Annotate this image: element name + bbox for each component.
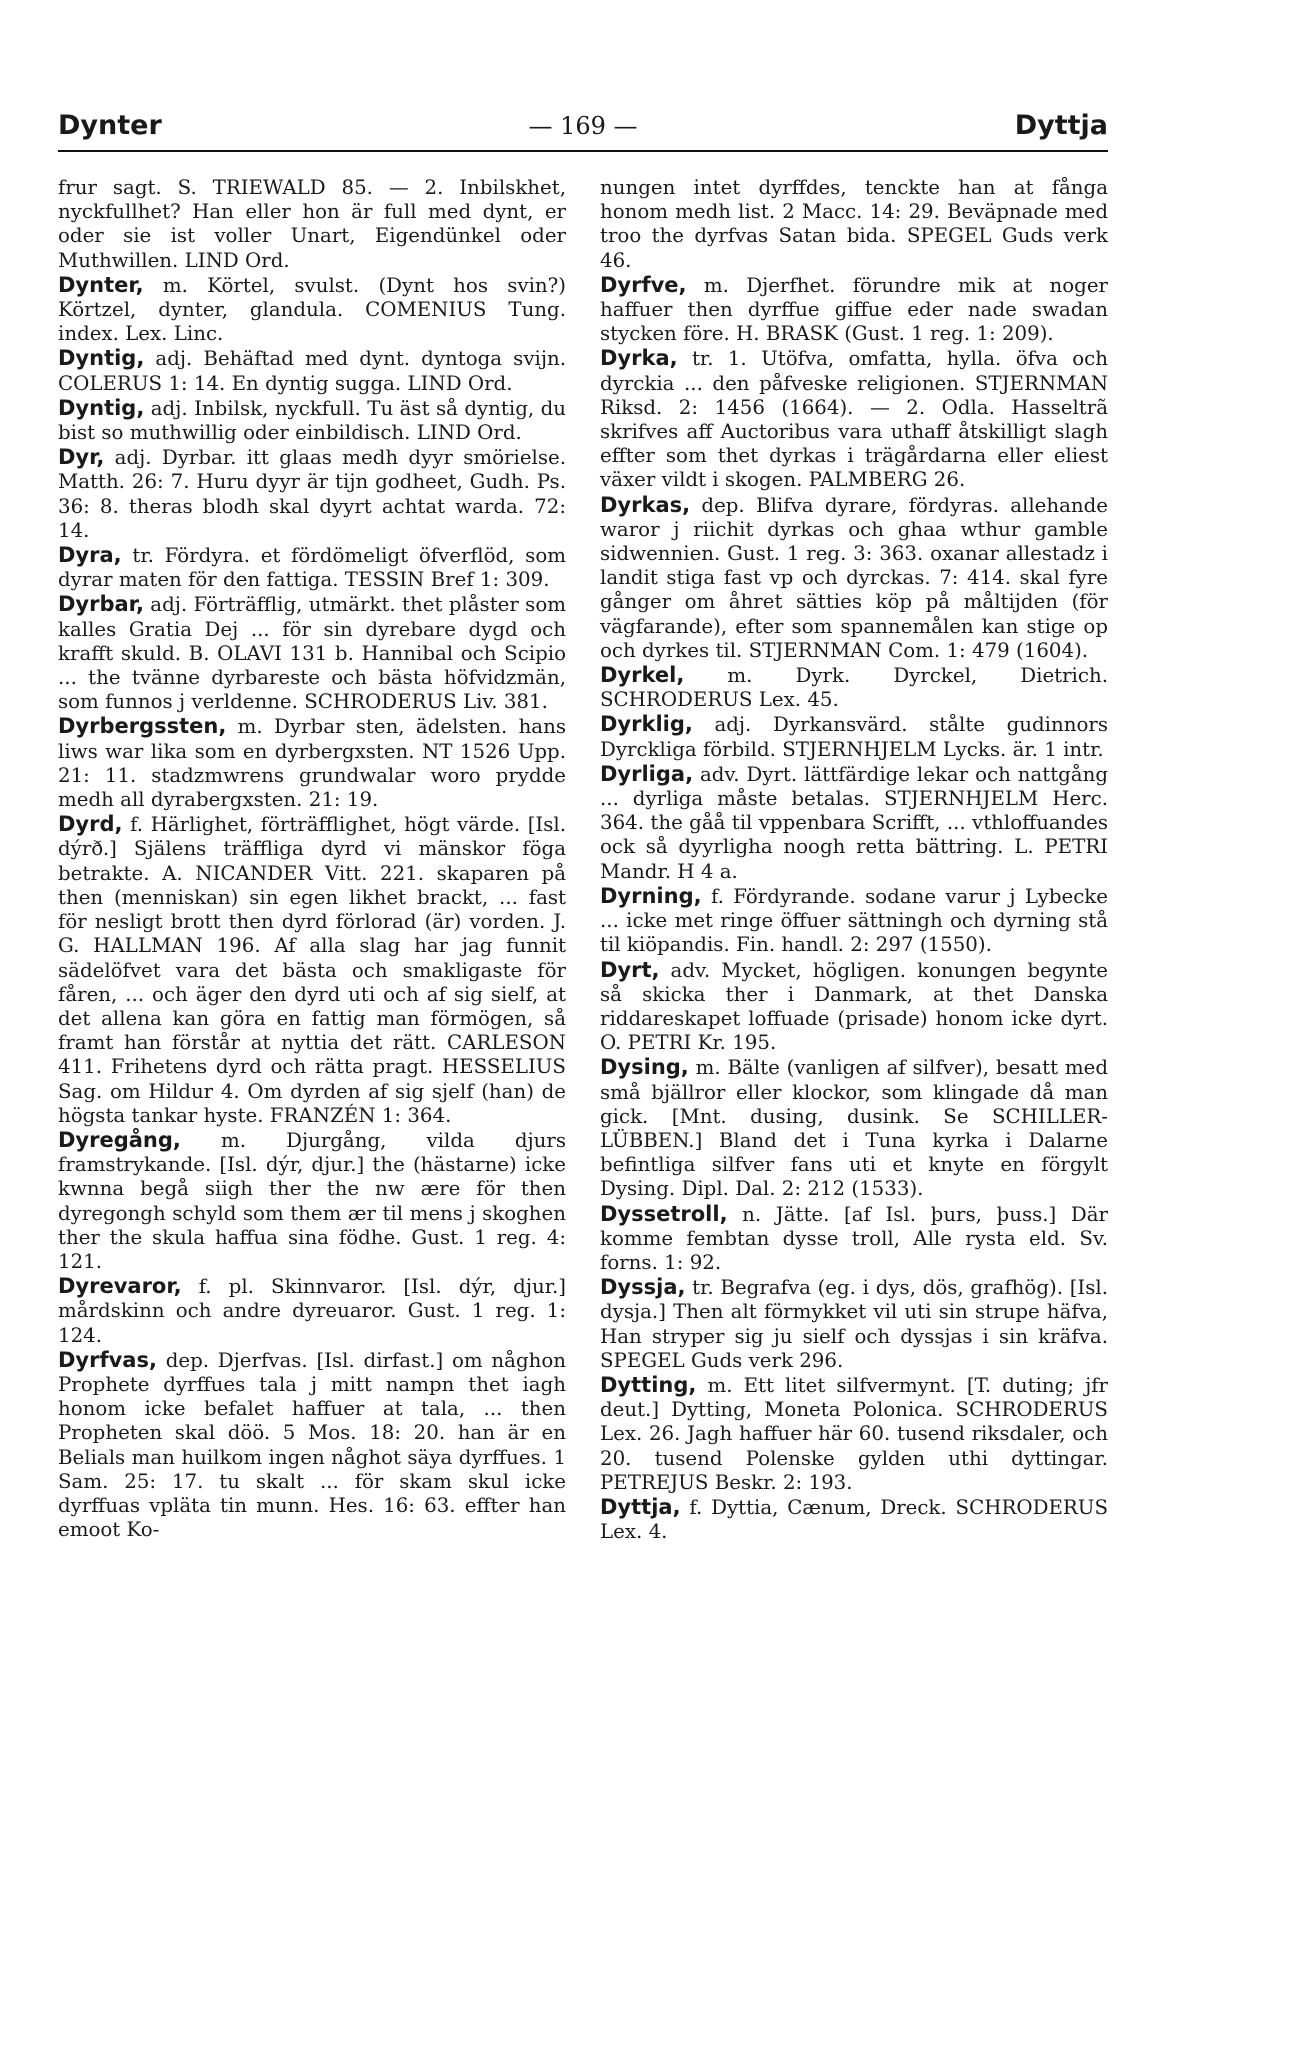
right-column bbox=[600, 176, 1108, 1544]
entry-headword: Dyra, bbox=[58, 543, 122, 568]
dictionary-entry bbox=[600, 176, 1108, 273]
entry-text: frur sagt. S. TRIEWALD 85. — 2. Inbilskhet, nyckfullhet? Han eller hon är full med dynt, er oder sie ist voller Unart, Eigendünkel oder Muthwillen. LIND Ord. bbox=[58, 176, 566, 272]
entry-headword: Dyntig, bbox=[58, 395, 145, 420]
entry-headword: Dyrka, bbox=[600, 346, 678, 371]
dictionary-entry bbox=[600, 1275, 1108, 1373]
entry-text: adv. Dyrt. lättfärdige lekar och nattgång ... dyrliga måste betalas. STJERNHJELM Herc. 364. the gåå til vppenbara Scrifft, ... vthloffuandes ock så dyyrligha noogh retta bättring. L. PETRI Mandr. H 4 a. bbox=[600, 762, 1108, 883]
entry-text: dep. Djerfvas. [Isl. dirfast.] om någhon Prophete dyrffues tala j mitt nampn thet iagh honom icke befalet haffuer at tala, ... then Propheten skal döö. 5 Mos. 18: 20. han är en Belials man huilkom ingen någhot säya dyrffues. 1 Sam. 25: 17. tu skalt ... för skam skul icke dyrffuas vpläta tin munn. Hes. 16: 63. effter han emoot Ko- bbox=[58, 1348, 566, 1542]
entry-text: adv. Mycket, högligen. konungen begynte så skicka ther i Danmark, at thet Danska riddareskapet loffuade (prisade) honom icke dyrt. O. PETRI Kr. 195. bbox=[600, 958, 1108, 1055]
entry-text: adj. Förträfflig, utmärkt. thet plåster som kalles Gratia Dej ... för sin dyrebare dygd och krafft skuld. B. OLAVI 131 b. Hannibal och Scipio ... the tvänne dyrbareste och bästa höfvidzmän, som funnos j verldenne. SCHRODERUS Liv. 381. bbox=[58, 593, 566, 714]
dictionary-entry bbox=[58, 1274, 566, 1348]
left-column bbox=[58, 176, 566, 1542]
entry-text: adj. Behäftad med dynt. dyntoga svijn. COLERUS 1: 14. En dyntig sugga. LIND Ord. bbox=[58, 347, 566, 395]
dictionary-entry bbox=[600, 712, 1108, 761]
dictionary-entry bbox=[58, 543, 566, 592]
entry-text: tr. Begrafva (eg. i dys, dös, grafhög). [Isl. dysja.] Then alt förmykket vil uti sin strupe häfva, Han stryper sig ju sielf och dyssjas i sin kräfva. SPEGEL Guds verk 296. bbox=[600, 1276, 1108, 1372]
dictionary-entry bbox=[600, 663, 1108, 712]
entry-headword: Dyr, bbox=[58, 445, 105, 470]
entry-text: m. Bälte (vanligen af silfver), besatt med små bjällror eller klockor, som klingade då man gick. [Mnt. dusing, dusink. Se SCHILLER-LÜBBEN.] Bland det i Tuna kyrka i Dalarne befintliga silfver fans uti et knyte en förgylt Dysing. Dipl. Dal. 2: 212 (1533). bbox=[600, 1056, 1108, 1201]
left-running-head: Dynter bbox=[58, 110, 162, 141]
entry-headword: Dyrfve, bbox=[600, 272, 687, 297]
entry-headword: Dysing, bbox=[600, 1055, 689, 1080]
entry-headword: Dyregång, bbox=[58, 1127, 181, 1152]
entry-headword: Dyrt, bbox=[600, 957, 660, 982]
dictionary-entry bbox=[58, 812, 566, 1128]
entry-headword: Dyssja, bbox=[600, 1275, 686, 1300]
entry-text: f. pl. Skinnvaror. [Isl. dýr, djur.] mårdskinn och andre dyreuaror. Gust. 1 reg. 1: 124. bbox=[58, 1275, 566, 1347]
entry-text: m. Djerfhet. förundre mik at noger haffuer then dyrffue giffue eder nade swadan stycken före. H. BRASK (Gust. 1 reg. 1: 209). bbox=[600, 273, 1108, 346]
entry-headword: Dyrbergssten, bbox=[58, 714, 227, 739]
entry-text: dep. Blifva dyrare, fördyras. allehande waror j riichit dyrkas och ghaa wthur gamble sidwennien. Gust. 1 reg. 3: 363. oxanar allestadz i landit stiga fast vp och dyrckas. 7: 414. skal fyre gånger om åhret sätties köp på måltijden (för vägfarande), efter som spannemålen kan stige op och dyrkes til. STJERNMAN Com. 1: 479 (1604). bbox=[600, 493, 1108, 662]
dictionary-entry bbox=[600, 1373, 1108, 1495]
dictionary-entry bbox=[58, 396, 566, 445]
right-running-head: Dyttja bbox=[1014, 110, 1108, 141]
entry-headword: Dyrning, bbox=[600, 883, 702, 908]
entry-headword: Dyntig, bbox=[58, 346, 145, 371]
dictionary-entry bbox=[600, 1202, 1108, 1276]
dictionary-entry bbox=[600, 493, 1108, 663]
dictionary-entry bbox=[58, 1348, 566, 1543]
entry-text: adj. Dyrbar. itt glaas medh dyyr smörielse. Matth. 26: 7. Huru dyyr är tijn godheet, Gudh. Ps. 36: 8. theras blodh skal dyyrt achtat warda. 72: 14. bbox=[58, 446, 566, 542]
entry-text: tr. Fördyra. et fördömeligt öfverflöd, som dyrar maten för den fattiga. TESSIN Bref 1: 309. bbox=[58, 544, 566, 592]
entry-headword: Dyrd, bbox=[58, 812, 123, 837]
entry-headword: Dyrfvas, bbox=[58, 1347, 157, 1372]
page-number: — 169 — bbox=[528, 112, 638, 140]
dictionary-entry bbox=[58, 714, 566, 812]
entry-text: m. Dyrbar sten, ädelsten. hans liws war lika som en dyrbergxsten. NT 1526 Upp. 21: 11. stadzmwrens grundwalar woro prydde medh all dyrabergxsten. 21: 19. bbox=[58, 715, 566, 812]
entry-headword: Dyrkas, bbox=[600, 492, 691, 517]
dictionary-entry bbox=[600, 1495, 1108, 1544]
entry-headword: Dytting, bbox=[600, 1372, 697, 1397]
dictionary-entry bbox=[600, 762, 1108, 884]
dictionary-entry bbox=[600, 346, 1108, 492]
header-rule bbox=[58, 150, 1108, 152]
dictionary-entry bbox=[600, 273, 1108, 347]
entry-headword: Dyrevaror, bbox=[58, 1274, 182, 1299]
entry-headword: Dyrklig, bbox=[600, 712, 693, 737]
entry-text: adj. Inbilsk, nyckfull. Tu äst så dyntig, du bist so muthwillig oder einbildisch. LIND Ord. bbox=[58, 396, 566, 445]
dictionary-entry bbox=[58, 1128, 566, 1274]
entry-text: adj. Dyrkansvärd. stålte gudinnors Dyrckliga förbild. STJERNHJELM Lycks. är. 1 intr. bbox=[600, 713, 1108, 761]
entry-text: tr. 1. Utöfva, omfatta, hylla. öfva och dyrckia ... den påfveske religionen. STJERNMAN Riksd. 2: 1456 (1664). — 2. Odla. Hasseltrã skrifves aff Auctoribus vara uthaff åtskilligt slagh effter som thet dyrkas i trägårdarna eller eliest växer vildt i skogen. PALMBERG 26. bbox=[600, 347, 1108, 492]
entry-text: m. Körtel, svulst. (Dynt hos svin?) Körtzel, dynter, glandula. COMENIUS Tung. index. Lex. Linc. bbox=[58, 273, 566, 346]
dictionary-entry bbox=[58, 273, 566, 347]
dictionary-entry bbox=[600, 958, 1108, 1056]
entry-headword: Dynter, bbox=[58, 272, 144, 297]
entry-headword: Dyssetroll, bbox=[600, 1201, 728, 1226]
entry-text: m. Dyrk. Dyrckel, Dietrich. SCHRODERUS Lex. 45. bbox=[600, 664, 1108, 712]
entry-headword: Dyrliga, bbox=[600, 761, 694, 786]
entry-headword: Dyrbar, bbox=[58, 592, 144, 617]
dictionary-entry bbox=[600, 1055, 1108, 1201]
entry-text: m. Ett litet silfvermynt. [T. duting; jfr deut.] Dytting, Moneta Polonica. SCHRODERUS Lex. 26. Jagh haffuer här 60. tusend riksdaler, och 20. tusend Polenske gylden uthi dyttingar. PETREJUS Beskr. 2: 193. bbox=[600, 1373, 1108, 1494]
entry-text: f. Dyttia, Cænum, Dreck. SCHRODERUS Lex. 4. bbox=[600, 1495, 1108, 1544]
entry-headword: Dyrkel, bbox=[600, 663, 685, 688]
dictionary-entry bbox=[600, 884, 1108, 958]
page-header bbox=[58, 110, 1108, 150]
dictionary-entry bbox=[58, 592, 566, 714]
entry-text: f. Härlighet, förträfflighet, högt värde. [Isl. dýrð.] Själens träffliga dyrd vi mänskor föga betrakte. A. NICANDER Vitt. 221. skaparen på then (menniskan) sin egen likhet brackt, ... fast för nesligt brott then dyrd förlorad (är) vorden. J. G. HALLMAN 196. Af alla slag har jag funnit sädelöfvet vara det bästa och smakligaste för fåren, ... och äger den dyrd uti och af sig sielf, at det allena kan göra en fattig man förmögen, så framt han förstår at nyttia det rätt. CARLESON 411. Frihetens dyrd och rätta pragt. HESSELIUS Sag. om Hildur 4. Om dyrden af sig sjelf (han) de högsta tankar hyste. FRANZÉN 1: 364. bbox=[58, 813, 566, 1127]
entry-text: n. Jätte. [af Isl. þurs, þuss.] Där komme fembtan dysse troll, Alle rysta eld. Sv. forns. 1: 92. bbox=[600, 1202, 1108, 1274]
dictionary-entry bbox=[58, 346, 566, 395]
dictionary-entry bbox=[58, 445, 566, 543]
entry-headword: Dyttja, bbox=[600, 1494, 681, 1519]
entry-text: f. Fördyrande. sodane varur j Lybecke ... icke met ringe öffuer sättningh och dyrning stå til kiöpandis. Fin. handl. 2: 297 (1550). bbox=[600, 884, 1108, 957]
entry-text: nungen intet dyrffdes, tenckte han at fånga honom medh list. 2 Macc. 14: 29. Beväpnade med troo the dyrfvas Satan bida. SPEGEL Guds verk 46. bbox=[600, 176, 1108, 272]
entry-text: m. Djurgång, vilda djurs framstrykande. [Isl. dýr, djur.] the (hästarne) icke kwnna begå siigh ther the nw ære för then dyregongh schyld som them ær til mens j skoghen ther the skula haffua sina födhe. Gust. 1 reg. 4: 121. bbox=[58, 1128, 566, 1273]
dictionary-entry bbox=[58, 176, 566, 273]
